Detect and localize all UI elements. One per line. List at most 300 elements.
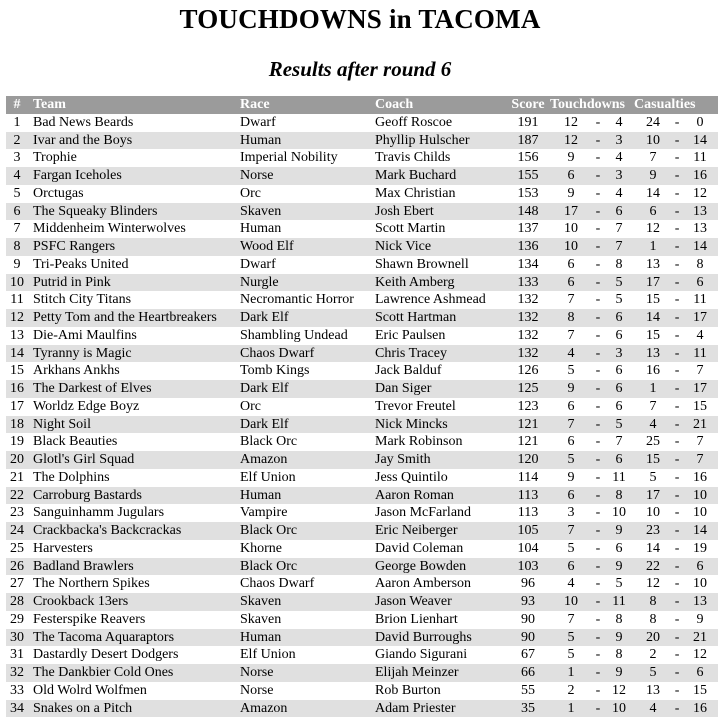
score-cell: 137	[517, 221, 539, 237]
rank-cell: 10	[6, 274, 28, 292]
team-cell: Tri-Peaks United	[33, 256, 129, 272]
rank-cell: 14	[6, 345, 28, 363]
casualties-for-cell: 9	[634, 167, 672, 185]
score-cell: 153	[517, 185, 539, 201]
casualties-against-cell: 11	[682, 345, 718, 363]
team-cell: PSFC Rangers	[28, 238, 240, 256]
casualties-for-cell: 13	[646, 256, 661, 272]
touchdowns-separator: -	[592, 487, 604, 505]
casualties-for-cell: 14	[634, 309, 672, 327]
touchdowns-for-cell: 12	[550, 132, 592, 150]
score-cell: 155	[506, 167, 550, 185]
header-team: Team	[28, 96, 240, 114]
casualties-separator: -	[674, 292, 680, 308]
race-cell: Dark Elf	[240, 416, 375, 434]
casualties-against-cell: 0	[696, 114, 704, 130]
touchdowns-for-cell: 6	[550, 167, 592, 185]
casualties-for-cell: 16	[646, 363, 661, 379]
touchdowns-separator: -	[592, 700, 604, 718]
score-cell: 121	[506, 416, 550, 434]
touchdowns-separator: -	[592, 522, 604, 540]
casualties-for-cell: 20	[634, 629, 672, 647]
casualties-for-cell: 7	[649, 398, 657, 414]
header-touchdowns: Touchdowns	[550, 96, 634, 114]
rank-cell: 8	[6, 238, 28, 256]
casualties-against-cell: 13	[682, 203, 718, 221]
race-cell: Black Orc	[240, 434, 298, 450]
casualties-against-cell: 14	[682, 522, 718, 540]
race-cell: Nurgle	[240, 274, 375, 292]
casualties-separator: -	[674, 327, 680, 343]
casualties-separator: -	[672, 629, 682, 647]
coach-cell: Max Christian	[375, 185, 456, 201]
team-cell: The Dolphins	[33, 469, 110, 485]
touchdowns-separator: -	[592, 664, 604, 682]
coach-cell: Keith Amberg	[375, 274, 506, 292]
touchdowns-for-cell: 3	[567, 505, 575, 521]
rank-cell: 26	[6, 558, 28, 576]
team-cell: Glotl's Girl Squad	[28, 451, 240, 469]
table-row	[6, 256, 718, 274]
race-cell: Necromantic Horror	[240, 292, 354, 308]
table-row	[6, 575, 718, 593]
touchdowns-for-cell: 9	[567, 185, 575, 201]
table-row	[6, 132, 718, 150]
coach-cell: Eric Neiberger	[375, 522, 506, 540]
casualties-separator: -	[672, 416, 682, 434]
casualties-separator: -	[672, 132, 682, 150]
score-cell: 136	[506, 238, 550, 256]
coach-cell: Scott Martin	[375, 221, 446, 237]
touchdowns-against-cell: 6	[604, 309, 634, 327]
table-row	[6, 291, 718, 309]
casualties-for-cell: 6	[634, 203, 672, 221]
touchdowns-for-cell: 1	[550, 664, 592, 682]
table-row	[6, 327, 718, 345]
casualties-for-cell: 4	[634, 416, 672, 434]
coach-cell: David Coleman	[375, 540, 464, 556]
touchdowns-separator: -	[595, 256, 601, 272]
touchdowns-for-cell: 1	[550, 700, 592, 718]
team-cell: Ivar and the Boys	[28, 132, 240, 150]
casualties-for-cell: 15	[646, 292, 661, 308]
coach-cell: David Burroughs	[375, 629, 506, 647]
casualties-against-cell: 8	[696, 256, 704, 272]
rank-cell: 17	[10, 398, 24, 414]
rank-cell: 22	[6, 487, 28, 505]
score-cell: 132	[517, 292, 539, 308]
rank-cell: 19	[10, 434, 24, 450]
team-cell: The Dankbier Cold Ones	[28, 664, 240, 682]
casualties-for-cell: 8	[649, 611, 657, 627]
table-row	[6, 629, 718, 647]
touchdowns-for-cell: 4	[567, 576, 575, 592]
race-cell: Dark Elf	[240, 380, 375, 398]
casualties-against-cell: 16	[682, 700, 718, 718]
casualties-for-cell: 12	[646, 576, 661, 592]
team-cell: Middenheim Winterwolves	[33, 221, 186, 237]
touchdowns-against-cell: 5	[604, 416, 634, 434]
casualties-separator: -	[674, 505, 680, 521]
team-cell: Trophie	[33, 150, 77, 166]
race-cell: Vampire	[240, 505, 288, 521]
team-cell: Sanguinhamm Jugulars	[33, 505, 165, 521]
team-cell: Tyranny is Magic	[28, 345, 240, 363]
casualties-against-cell: 6	[682, 664, 718, 682]
score-cell: 104	[517, 540, 539, 556]
touchdowns-against-cell: 9	[604, 664, 634, 682]
touchdowns-separator: -	[592, 593, 604, 611]
coach-cell: Aaron Amberson	[375, 576, 472, 592]
coach-cell: Elijah Meinzer	[375, 664, 506, 682]
rank-cell: 6	[6, 203, 28, 221]
rank-cell: 21	[10, 469, 24, 485]
casualties-against-cell: 16	[682, 167, 718, 185]
touchdowns-separator: -	[592, 309, 604, 327]
casualties-for-cell: 25	[646, 434, 661, 450]
touchdowns-for-cell: 6	[567, 256, 575, 272]
race-cell: Human	[240, 629, 375, 647]
race-cell: Skaven	[240, 593, 375, 611]
race-cell: Human	[240, 132, 375, 150]
casualties-separator: -	[672, 487, 682, 505]
race-cell: Skaven	[240, 611, 282, 627]
touchdowns-against-cell: 6	[615, 327, 623, 343]
team-cell: Carroburg Bastards	[28, 487, 240, 505]
touchdowns-for-cell: 2	[567, 682, 575, 698]
table-row	[6, 220, 718, 238]
header-casualties: Casualties	[634, 96, 718, 114]
coach-cell: Scott Hartman	[375, 309, 506, 327]
table-row	[6, 664, 718, 682]
touchdowns-against-cell: 4	[615, 114, 623, 130]
score-cell: 123	[517, 398, 539, 414]
casualties-separator: -	[674, 363, 680, 379]
casualties-for-cell: 12	[646, 221, 661, 237]
rank-cell: 13	[10, 327, 24, 343]
score-cell: 55	[521, 682, 535, 698]
touchdowns-against-cell: 6	[604, 451, 634, 469]
touchdowns-against-cell: 7	[604, 238, 634, 256]
race-cell: Elf Union	[240, 469, 296, 485]
rank-cell: 2	[6, 132, 28, 150]
casualties-separator: -	[674, 576, 680, 592]
casualties-for-cell: 10	[646, 505, 661, 521]
casualties-against-cell: 10	[693, 576, 708, 592]
casualties-against-cell: 7	[696, 434, 704, 450]
score-cell: 133	[506, 274, 550, 292]
coach-cell: Jack Balduf	[375, 363, 442, 379]
team-cell: Snakes on a Pitch	[28, 700, 240, 718]
score-cell: 191	[517, 114, 539, 130]
casualties-separator: -	[672, 522, 682, 540]
header-race: Race	[240, 96, 375, 114]
race-cell: Tomb Kings	[240, 363, 310, 379]
casualties-against-cell: 15	[693, 682, 708, 698]
coach-cell: Nick Vice	[375, 238, 506, 256]
team-cell: The Northern Spikes	[33, 576, 150, 592]
touchdowns-for-cell: 9	[567, 150, 575, 166]
touchdowns-for-cell: 5	[550, 629, 592, 647]
touchdowns-separator: -	[595, 576, 601, 592]
coach-cell: Jason McFarland	[375, 505, 472, 521]
casualties-against-cell: 6	[682, 274, 718, 292]
casualties-against-cell: 12	[693, 647, 708, 663]
coach-cell: Nick Mincks	[375, 416, 506, 434]
coach-cell: Mark Buchard	[375, 167, 506, 185]
table-row	[6, 398, 718, 416]
race-cell: Skaven	[240, 203, 375, 221]
rank-cell: 33	[10, 682, 24, 698]
coach-cell: Shawn Brownell	[375, 256, 469, 272]
table-row	[6, 593, 718, 611]
table-row	[6, 167, 718, 185]
team-cell: Harvesters	[33, 540, 93, 556]
team-cell: Black Beauties	[33, 434, 118, 450]
touchdowns-separator: -	[592, 345, 604, 363]
race-cell: Amazon	[240, 451, 375, 469]
score-cell: 90	[521, 611, 535, 627]
score-cell: 67	[521, 647, 535, 663]
touchdowns-for-cell: 6	[550, 274, 592, 292]
casualties-for-cell: 8	[634, 593, 672, 611]
race-cell: Orc	[240, 398, 261, 414]
coach-cell: Trevor Freutel	[375, 398, 456, 414]
team-cell: Crackbacka's Backcrackas	[28, 522, 240, 540]
touchdowns-against-cell: 9	[604, 558, 634, 576]
touchdowns-separator: -	[592, 380, 604, 398]
touchdowns-against-cell: 5	[615, 292, 623, 308]
team-cell: Badland Brawlers	[28, 558, 240, 576]
casualties-separator: -	[674, 114, 680, 130]
casualties-separator: -	[674, 682, 680, 698]
touchdowns-for-cell: 6	[550, 487, 592, 505]
team-cell: Orctugas	[33, 185, 84, 201]
casualties-for-cell: 14	[646, 185, 661, 201]
touchdowns-for-cell: 17	[550, 203, 592, 221]
touchdowns-separator: -	[592, 132, 604, 150]
casualties-for-cell: 2	[649, 647, 657, 663]
rank-cell: 11	[10, 292, 24, 308]
score-cell: 126	[517, 363, 539, 379]
touchdowns-for-cell: 7	[567, 292, 575, 308]
table-row	[6, 469, 718, 487]
team-cell: Arkhans Ankhs	[33, 363, 120, 379]
rank-cell: 4	[6, 167, 28, 185]
casualties-separator: -	[672, 203, 682, 221]
score-cell: 134	[517, 256, 539, 272]
rank-cell: 18	[6, 416, 28, 434]
rank-cell: 28	[6, 593, 28, 611]
casualties-against-cell: 17	[682, 380, 718, 398]
casualties-against-cell: 19	[693, 540, 708, 556]
team-cell: Dastardly Desert Dodgers	[33, 647, 179, 663]
coach-cell: Phyllip Hulscher	[375, 132, 506, 150]
casualties-separator: -	[674, 185, 680, 201]
rank-cell: 31	[10, 647, 24, 663]
touchdowns-against-cell: 8	[604, 487, 634, 505]
touchdowns-against-cell: 3	[604, 167, 634, 185]
team-cell: Bad News Beards	[33, 114, 134, 130]
casualties-for-cell: 5	[649, 469, 657, 485]
touchdowns-for-cell: 7	[550, 522, 592, 540]
coach-cell: Eric Paulsen	[375, 327, 446, 343]
touchdowns-separator: -	[592, 558, 604, 576]
touchdowns-against-cell: 4	[615, 150, 623, 166]
casualties-against-cell: 11	[693, 292, 707, 308]
table-row	[6, 611, 718, 629]
casualties-against-cell: 15	[693, 398, 708, 414]
coach-cell: Travis Childs	[375, 150, 451, 166]
casualties-for-cell: 1	[634, 238, 672, 256]
score-cell: 125	[506, 380, 550, 398]
touchdowns-against-cell: 7	[615, 434, 623, 450]
touchdowns-separator: -	[595, 434, 601, 450]
rank-cell: 32	[6, 664, 28, 682]
touchdowns-separator: -	[595, 540, 601, 556]
race-cell: Elf Union	[240, 647, 296, 663]
casualties-against-cell: 21	[682, 416, 718, 434]
touchdowns-for-cell: 5	[550, 451, 592, 469]
touchdowns-separator: -	[592, 629, 604, 647]
touchdowns-separator: -	[592, 238, 604, 256]
rank-cell: 15	[10, 363, 24, 379]
touchdowns-separator: -	[595, 682, 601, 698]
touchdowns-for-cell: 10	[564, 221, 578, 237]
score-cell: 105	[506, 522, 550, 540]
rank-cell: 27	[10, 576, 24, 592]
table-row	[6, 203, 718, 221]
team-cell: Worldz Edge Boyz	[33, 398, 140, 414]
casualties-for-cell: 17	[634, 274, 672, 292]
casualties-separator: -	[672, 700, 682, 718]
results-table	[6, 96, 718, 717]
casualties-for-cell: 10	[634, 132, 672, 150]
team-cell: Crookback 13ers	[28, 593, 240, 611]
touchdowns-against-cell: 8	[615, 647, 623, 663]
table-row	[6, 362, 718, 380]
table-row	[6, 682, 718, 700]
touchdowns-for-cell: 9	[550, 380, 592, 398]
page-subtitle: Results after round 6	[268, 57, 452, 81]
casualties-for-cell: 23	[634, 522, 672, 540]
touchdowns-for-cell: 5	[567, 540, 575, 556]
score-cell: 156	[517, 150, 539, 166]
score-cell: 132	[506, 345, 550, 363]
table-row	[6, 114, 718, 132]
coach-cell: Mark Robinson	[375, 434, 463, 450]
casualties-against-cell: 14	[682, 238, 718, 256]
score-cell: 113	[517, 505, 539, 521]
touchdowns-for-cell: 8	[550, 309, 592, 327]
table-row	[6, 646, 718, 664]
casualties-against-cell: 10	[693, 505, 708, 521]
casualties-for-cell: 4	[634, 700, 672, 718]
casualties-separator: -	[672, 380, 682, 398]
table-row	[6, 238, 718, 256]
touchdowns-against-cell: 6	[604, 203, 634, 221]
touchdowns-against-cell: 9	[604, 522, 634, 540]
race-cell: Shambling Undead	[240, 327, 348, 343]
touchdowns-for-cell: 5	[567, 363, 575, 379]
casualties-separator: -	[672, 664, 682, 682]
score-cell: 132	[506, 309, 550, 327]
coach-cell: Rob Burton	[375, 682, 441, 698]
casualties-for-cell: 15	[634, 451, 672, 469]
touchdowns-for-cell: 7	[567, 327, 575, 343]
table-row	[6, 380, 718, 398]
score-cell: 103	[506, 558, 550, 576]
casualties-against-cell: 9	[696, 611, 704, 627]
coach-cell: Adam Priester	[375, 700, 506, 718]
touchdowns-separator: -	[592, 167, 604, 185]
table-row	[6, 487, 718, 505]
race-cell: Human	[240, 221, 282, 237]
casualties-for-cell: 1	[634, 380, 672, 398]
casualties-separator: -	[674, 221, 680, 237]
touchdowns-against-cell: 7	[615, 221, 623, 237]
touchdowns-separator: -	[592, 451, 604, 469]
casualties-for-cell: 22	[634, 558, 672, 576]
score-cell: 187	[506, 132, 550, 150]
race-cell: Human	[240, 487, 375, 505]
table-row	[6, 700, 718, 718]
rank-cell: 30	[6, 629, 28, 647]
touchdowns-against-cell: 8	[615, 611, 623, 627]
casualties-against-cell: 6	[682, 558, 718, 576]
table-row	[6, 345, 718, 363]
table-row	[6, 274, 718, 292]
touchdowns-for-cell: 7	[567, 611, 575, 627]
casualties-separator: -	[672, 274, 682, 292]
casualties-separator: -	[674, 434, 680, 450]
table-row	[6, 540, 718, 558]
table-row	[6, 558, 718, 576]
casualties-against-cell: 4	[696, 327, 704, 343]
coach-cell: Brion Lienhart	[375, 611, 458, 627]
touchdowns-against-cell: 6	[604, 380, 634, 398]
rank-cell: 12	[6, 309, 28, 327]
touchdowns-separator: -	[595, 150, 601, 166]
touchdowns-separator: -	[595, 114, 601, 130]
casualties-separator: -	[674, 611, 680, 627]
touchdowns-for-cell: 5	[567, 647, 575, 663]
touchdowns-for-cell: 6	[567, 434, 575, 450]
coach-cell: Jess Quintilo	[375, 469, 448, 485]
table-row	[6, 504, 718, 522]
casualties-separator: -	[674, 647, 680, 663]
team-cell: The Squeaky Blinders	[28, 203, 240, 221]
touchdowns-for-cell: 9	[567, 469, 575, 485]
rank-cell: 16	[6, 380, 28, 398]
score-cell: 35	[506, 700, 550, 718]
touchdowns-against-cell: 8	[615, 256, 623, 272]
header-row	[6, 96, 718, 114]
touchdowns-separator: -	[595, 185, 601, 201]
casualties-separator: -	[672, 309, 682, 327]
rank-cell: 25	[10, 540, 24, 556]
table-body	[6, 114, 718, 718]
casualties-for-cell: 13	[634, 345, 672, 363]
race-cell: Norse	[240, 167, 375, 185]
coach-cell: Dan Siger	[375, 380, 506, 398]
touchdowns-separator: -	[595, 505, 601, 521]
table-row	[6, 416, 718, 434]
rank-cell: 5	[13, 185, 21, 201]
touchdowns-against-cell: 10	[604, 700, 634, 718]
race-cell: Norse	[240, 664, 375, 682]
score-cell: 121	[517, 434, 539, 450]
